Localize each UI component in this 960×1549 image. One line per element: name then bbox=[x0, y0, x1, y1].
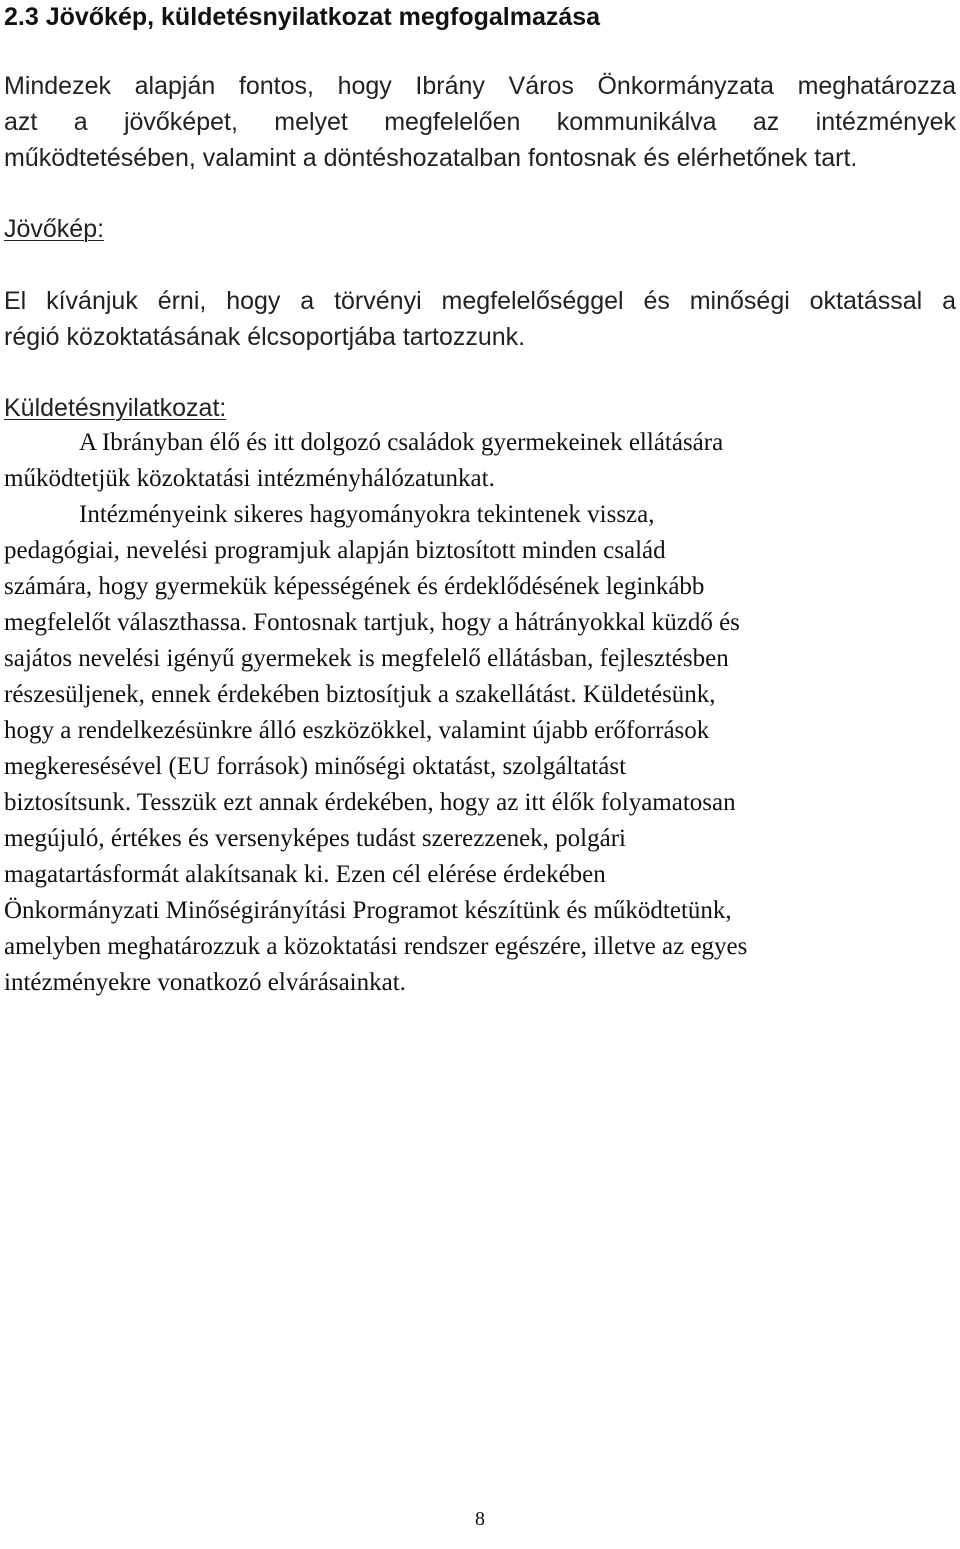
vision-label: Jövőkép: bbox=[4, 215, 105, 243]
intro-line: azt a jövőképet, melyet megfelelően kommunikálva az intézmények bbox=[4, 108, 956, 136]
vision-line: El kívánjuk érni, hogy a törvényi megfelelőséggel és minőségi oktatással a bbox=[4, 287, 956, 315]
mission-line: Intézményeink sikeres hagyományokra tekintenek vissza, bbox=[79, 501, 655, 528]
mission-line: megújuló, értékes és versenyképes tudást szerezzenek, polgári bbox=[4, 825, 626, 852]
mission-line: részesüljenek, ennek érdekében biztosítjuk a szakellátást. Küldetésünk, bbox=[4, 681, 716, 708]
mission-line: számára, hogy gyermekük képességének és érdeklődésének leginkább bbox=[4, 573, 705, 600]
mission-line: intézményekre vonatkozó elvárásainkat. bbox=[4, 969, 406, 996]
intro-paragraph bbox=[4, 68, 956, 176]
intro-line: működtetésében, valamint a döntéshozatalban fontosnak és elérhetőnek tart. bbox=[4, 144, 858, 172]
vision-label-block bbox=[4, 211, 956, 247]
mission-line: megfelelőt választhassa. Fontosnak tartjuk, hogy a hátrányokkal küzdő és bbox=[4, 609, 740, 636]
mission-label: Küldetésnyilatkozat: bbox=[4, 394, 227, 422]
vision-paragraph bbox=[4, 283, 956, 355]
intro-line: Mindezek alapján fontos, hogy Ibrány Város Önkormányzata meghatározza bbox=[4, 72, 956, 100]
mission-line: biztosítsunk. Tesszük ezt annak érdekében, hogy az itt élők folyamatosan bbox=[4, 789, 736, 816]
mission-paragraph bbox=[4, 425, 956, 1001]
mission-line: A Ibrányban élő és itt dolgozó családok gyermekeinek ellátására bbox=[79, 429, 724, 456]
mission-line: amelyben meghatározzuk a közoktatási rendszer egészére, illetve az egyes bbox=[4, 933, 748, 960]
vision-line: régió közoktatásának élcsoportjába tartozzunk. bbox=[4, 323, 526, 351]
mission-line: pedagógiai, nevelési programjuk alapján biztosított minden család bbox=[4, 537, 666, 564]
page-number: 8 bbox=[475, 1508, 485, 1530]
mission-label-block bbox=[4, 390, 956, 426]
mission-line: megkeresésével (EU források) minőségi oktatást, szolgáltatást bbox=[4, 753, 627, 780]
mission-line: működtetjük közoktatási intézményhálózatunkat. bbox=[4, 465, 495, 492]
mission-line: Önkormányzati Minőségirányítási Programot készítünk és működtetünk, bbox=[4, 897, 732, 924]
mission-line: sajátos nevelési igényű gyermekek is megfelelő ellátásban, fejlesztésben bbox=[4, 645, 729, 672]
mission-line: hogy a rendelkezésünkre álló eszközökkel, valamint újabb erőforrások bbox=[4, 717, 710, 744]
section-heading: 2.3 Jövőkép, küldetésnyilatkozat megfogalmazása bbox=[4, 3, 601, 31]
mission-line: magatartásformát alakítsanak ki. Ezen cél elérése érdekében bbox=[4, 861, 606, 888]
